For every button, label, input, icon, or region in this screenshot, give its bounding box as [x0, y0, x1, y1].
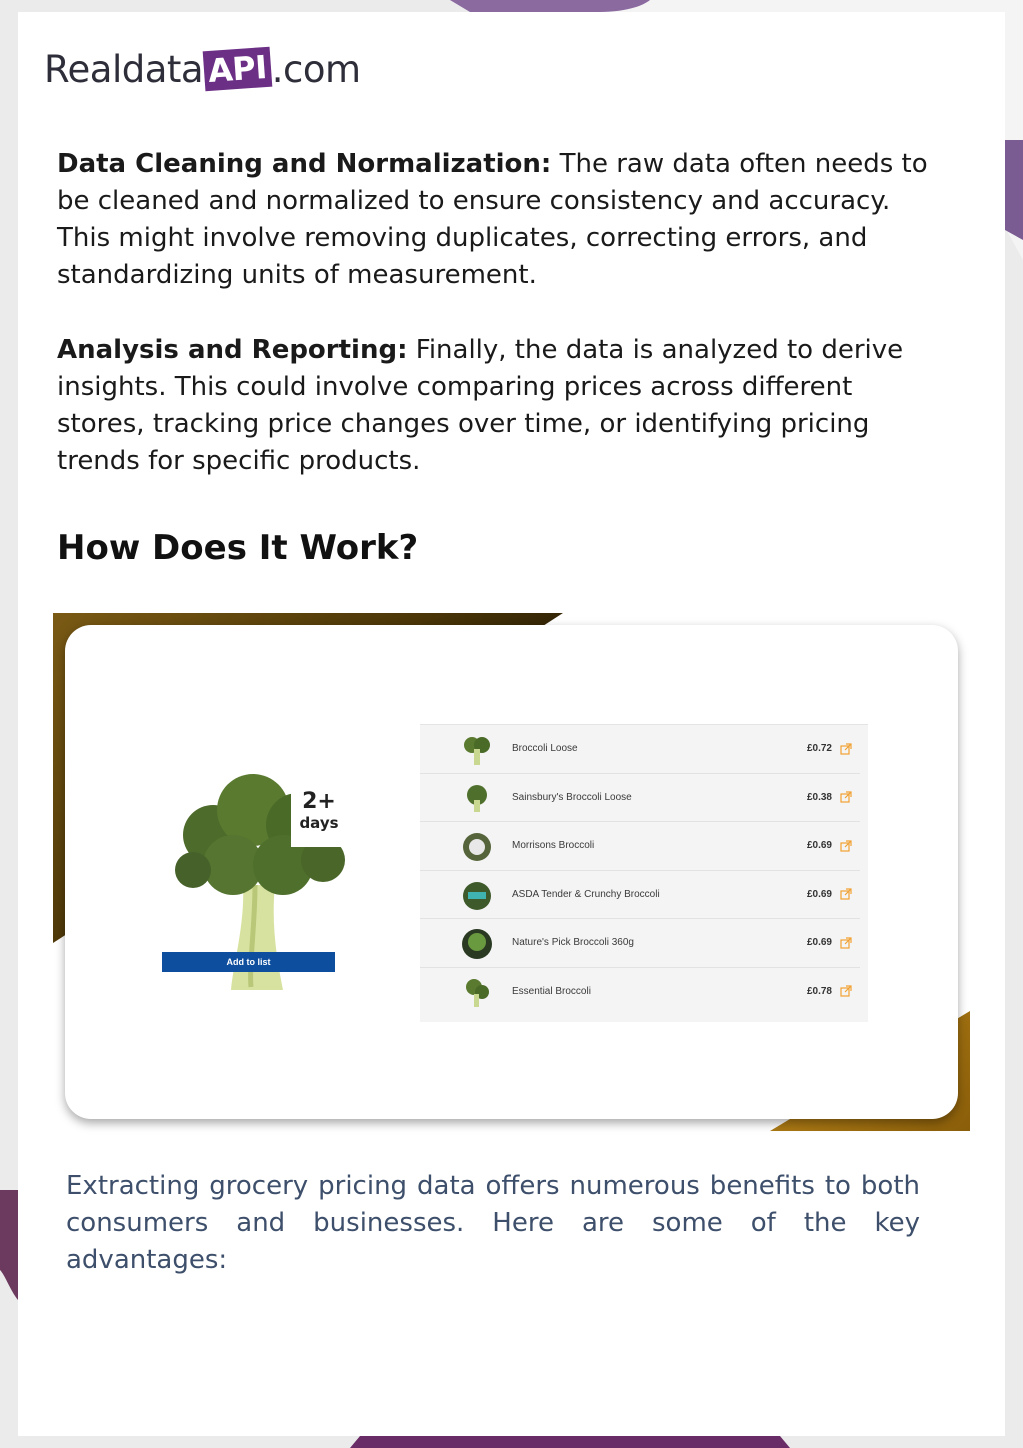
external-link-icon[interactable]: [840, 888, 852, 900]
product-name: Essential Broccoli: [512, 985, 591, 997]
logo-text-api: API: [203, 47, 272, 92]
add-to-list-button[interactable]: Add to list: [162, 952, 335, 972]
product-name: Broccoli Loose: [512, 743, 578, 755]
product-name: Sainsbury's Broccoli Loose: [512, 791, 632, 803]
price-row[interactable]: [420, 871, 860, 920]
price-row[interactable]: [420, 968, 860, 1016]
section-body: Finally, the data is analyzed to derive insights. This could involve comparing prices across different stores, tracking price changes over time, or identifying pricing trends for specific products.: [57, 335, 904, 476]
section-title: Data Cleaning and Normalization:: [57, 149, 552, 179]
closing-paragraph: Extracting grocery pricing data offers numerous benefits to both consumers and businesses. Here are some of the key advantages:: [66, 1171, 920, 1275]
broccoli-thumb-icon: [460, 879, 494, 913]
external-link-icon[interactable]: [840, 937, 852, 949]
broccoli-thumb-icon: [460, 976, 494, 1010]
badge-number: 2+: [302, 789, 336, 814]
product-price: £0.69: [806, 888, 832, 900]
figure-card: [65, 625, 958, 1119]
freshness-badge: [291, 785, 347, 847]
external-link-icon[interactable]: [840, 840, 852, 852]
price-row[interactable]: [420, 774, 860, 823]
external-link-icon[interactable]: [840, 985, 852, 997]
product-price: £0.38: [806, 791, 832, 803]
realdataapi-logo[interactable]: [44, 44, 361, 94]
section-analysis-reporting: [57, 332, 947, 480]
section-data-cleaning: [57, 146, 947, 294]
logo-text-realdata: Realdata: [44, 47, 204, 91]
section-body: The raw data often needs to be cleaned and normalized to ensure consistency and accuracy. This might involve removing duplicates, correcting errors, and standardizing units of measurement.: [57, 149, 928, 290]
broccoli-thumb-icon: [460, 830, 494, 864]
price-comparison-figure: [53, 613, 970, 1131]
price-row[interactable]: [420, 725, 860, 774]
product-name: Morrisons Broccoli: [512, 840, 595, 852]
broccoli-thumb-icon: [460, 733, 494, 767]
product-price: £0.72: [806, 743, 832, 755]
product-name: ASDA Tender & Crunchy Broccoli: [512, 888, 660, 900]
external-link-icon[interactable]: [840, 791, 852, 803]
logo-text-com: .com: [271, 47, 361, 91]
price-row[interactable]: [420, 822, 860, 871]
product-price: £0.78: [806, 985, 832, 997]
broccoli-thumb-icon: [460, 782, 494, 816]
product-price: £0.69: [806, 840, 832, 852]
external-link-icon[interactable]: [840, 743, 852, 755]
price-row[interactable]: [420, 919, 860, 968]
product-price: £0.69: [806, 937, 832, 949]
section-title: Analysis and Reporting:: [57, 335, 408, 365]
product-name: Nature's Pick Broccoli 360g: [512, 937, 634, 949]
page-heading: How Does It Work?: [57, 528, 419, 568]
price-comparison-list: [420, 724, 868, 1022]
broccoli-thumb-icon: [460, 927, 494, 961]
badge-label: days: [299, 814, 339, 832]
